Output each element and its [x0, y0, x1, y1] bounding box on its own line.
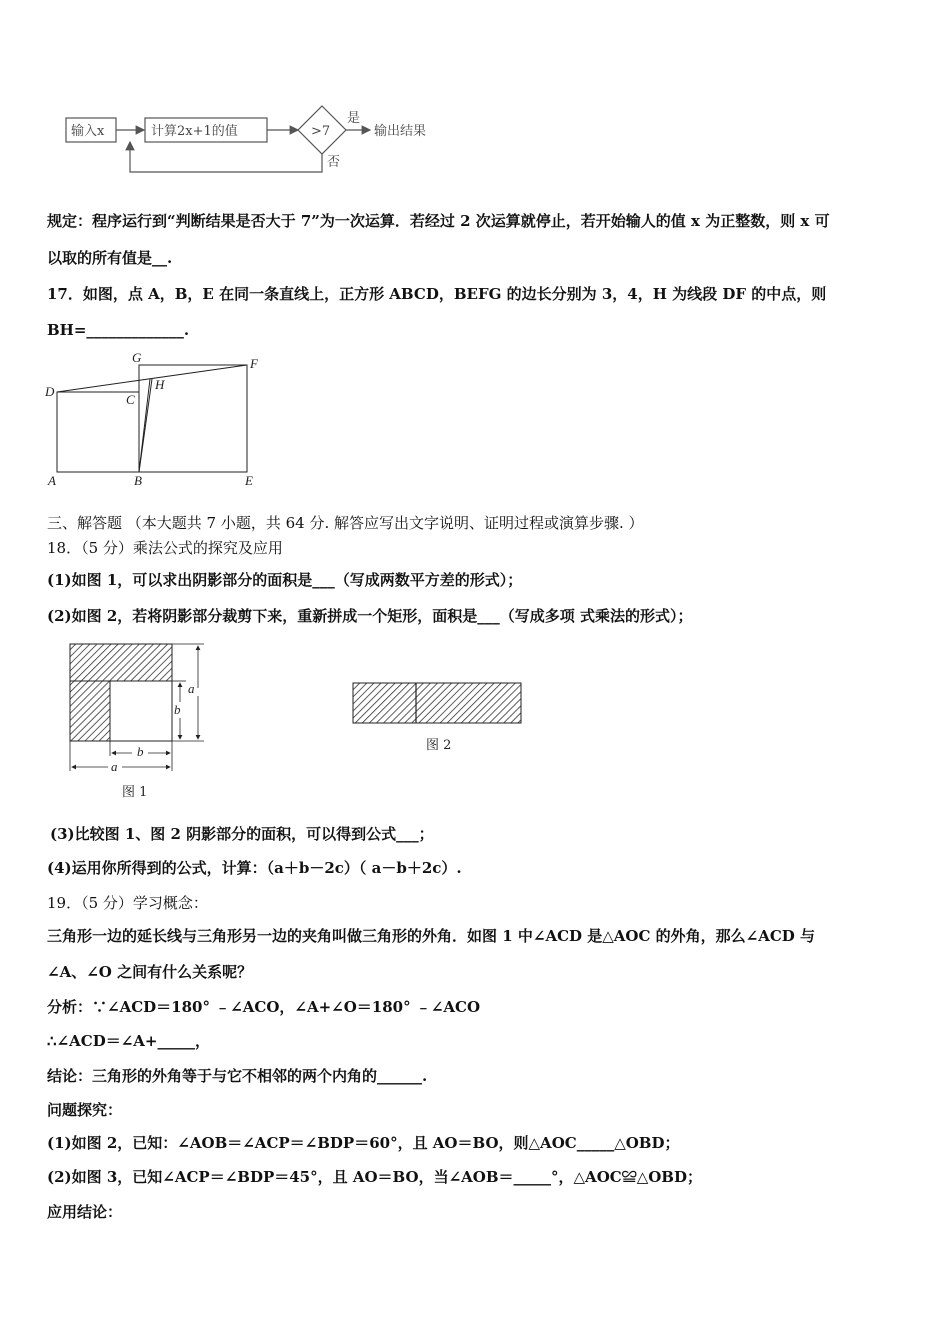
flowchart-figure — [60, 100, 460, 180]
q19-para-5: 结论：三角形的外角等于与它不相邻的两个内角的______. — [47, 1067, 428, 1085]
label-b: B — [134, 473, 142, 488]
q19-para-7: (1)如图 2，已知：∠AOB＝∠ACP＝∠BDP＝60°，且 AO＝BO，则△AOC_____△OBD； — [47, 1134, 680, 1152]
q19-para-3: 分析：∵∠ACD＝180° ﹣∠ACO，∠A+∠O＝180° ﹣∠ACO — [47, 998, 481, 1016]
label-c: C — [126, 392, 135, 407]
fig1-label-a-bottom: a — [111, 759, 118, 774]
segment-bh-2 — [139, 379, 150, 472]
label-e: E — [245, 473, 253, 488]
q18-part-1: (1)如图 1，可以求出阴影部分的面积是___（写成两数平方差的形式）； — [47, 571, 523, 589]
flowchart-loop-line — [130, 142, 322, 172]
q19-para-6: 问题探究： — [47, 1101, 123, 1119]
fig2-caption: 图 2 — [426, 738, 452, 753]
fig2-rectangle — [353, 683, 521, 723]
flowchart-no-label: 否 — [327, 155, 341, 170]
fig1-label-a-side: a — [188, 681, 195, 696]
fig1-label-b-bottom: b — [137, 744, 144, 759]
label-d: D — [45, 384, 55, 399]
q19-para-4: ∴∠ACD＝∠A+_____， — [47, 1032, 210, 1050]
q18-figure-2 — [345, 676, 535, 756]
q18-part-3: (3)比较图 1、图 2 阴影部分的面积，可以得到公式___； — [50, 825, 434, 843]
q18-title: 18．（5 分）乘法公式的探究及应用 — [47, 539, 283, 557]
q18-part-2: (2)如图 2，若将阴影部分裁剪下来，重新拼成一个矩形，面积是___（写成多项 式乘法的形式）； — [47, 607, 693, 625]
section-3-heading: 三、解答题 （本大题共 7 小题，共 64 分. 解答应写出文字说明、证明过程或演算步骤. ） — [47, 514, 644, 532]
label-h: H — [155, 377, 165, 392]
q18-part-4: (4)运用你所得到的公式，计算：（a＋b－2c）（ a－b＋2c）. — [47, 859, 462, 877]
q17-line-1: 17．如图，点 A，B，E 在同一条直线上，正方形 ABCD，BEFG 的边长分别为 3，4，H 为线段 DF 的中点，则 — [47, 285, 827, 303]
label-g: G — [132, 350, 142, 365]
flowchart-compute-label: 计算2x+1的值 — [151, 124, 238, 139]
q17-squares-figure — [42, 348, 272, 493]
label-a: A — [48, 473, 56, 488]
q18-figure-1 — [62, 636, 222, 806]
fig1-inner-square — [110, 681, 172, 741]
label-f: F — [250, 356, 258, 371]
flowchart-yes-label: 是 — [347, 111, 361, 126]
q16-line-2: 以取的所有值是__. — [47, 249, 173, 267]
q17-line-2: BH=_____________. — [47, 321, 190, 339]
segment-df — [57, 365, 247, 392]
q19-para-9: 应用结论： — [47, 1203, 123, 1221]
fig1-label-b-side: b — [174, 702, 181, 717]
flowchart-decision-label: >7 — [311, 124, 331, 139]
q19-title: 19．（5 分）学习概念： — [47, 894, 208, 912]
q19-para-2: ∠A、∠O 之间有什么关系呢？ — [47, 963, 253, 981]
flowchart-input-label: 输入x — [71, 124, 105, 139]
q19-para-8: (2)如图 3，已知∠ACP＝∠BDP＝45°，且 AO＝BO，当∠AOB＝_____°，△AOC≌△OBD； — [47, 1168, 702, 1186]
q16-line-1: 规定：程序运行到“判断结果是否大于 7”为一次运算．若经过 2 次运算就停止，若开始输人的值 x 为正整数，则 x 可 — [47, 212, 830, 230]
flowchart-output-label: 输出结果 — [374, 124, 427, 139]
q19-para-1: 三角形一边的延长线与三角形另一边的夹角叫做三角形的外角．如图 1 中∠ACD 是△AOC 的外角，那么∠ACD 与 — [47, 927, 816, 945]
fig1-caption: 图 1 — [122, 785, 148, 800]
